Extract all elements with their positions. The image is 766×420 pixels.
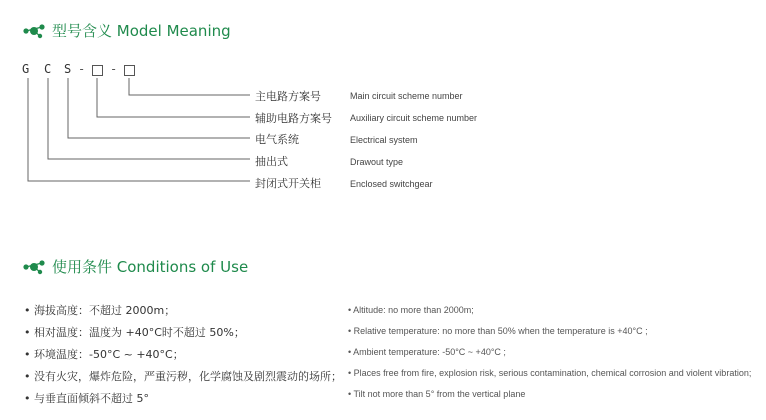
label-en-electrical-system: Electrical system xyxy=(350,135,418,145)
label-en-auxiliary-circuit: Auxiliary circuit scheme number xyxy=(350,113,478,123)
condition-cn-relative-temperature: • 相对温度：温度为 +40°C时不超过 50%； xyxy=(24,326,245,339)
label-cn-drawout-type: 抽出式 xyxy=(255,155,288,168)
condition-cn-ambient-temperature: • 环境温度：-50°C ~ +40°C； xyxy=(24,348,184,361)
label-en-main-circuit: Main circuit scheme number xyxy=(350,91,463,101)
condition-en-ambient-temperature: • Ambient temperature: -50°C ~ +40°C ; xyxy=(348,347,506,357)
condition-cn-tilt: • 与垂直面倾斜不超过 5° xyxy=(24,392,149,405)
condition-en-tilt: • Tilt not more than 5° from the vertical plane xyxy=(348,389,526,399)
condition-cn-place: • 没有火灾，爆炸危险，严重污秽，化学腐蚀及剧烈震动的场所； xyxy=(24,370,342,383)
label-cn-auxiliary-circuit: 辅助电路方案号 xyxy=(255,112,332,125)
conditions-title: 使用条件 Conditions of Use xyxy=(52,258,249,276)
label-cn-electrical-system: 电气系统 xyxy=(255,133,299,146)
code-separator: - xyxy=(78,62,86,76)
code-separator: - xyxy=(110,62,118,76)
label-cn-main-circuit: 主电路方案号 xyxy=(255,90,321,103)
condition-en-altitude: • Altitude: no more than 2000m; xyxy=(348,305,474,315)
label-en-drawout-type: Drawout type xyxy=(350,157,404,167)
label-en-enclosed-switchgear: Enclosed switchgear xyxy=(350,179,433,189)
condition-cn-altitude: • 海拔高度：不超过 2000m； xyxy=(24,304,176,317)
code-letter-c: C xyxy=(44,62,52,76)
condition-en-relative-temperature: • Relative temperature: no more than 50% when the temperature is +40°C ; xyxy=(348,326,648,336)
model-meaning-title: 型号含义 Model Meaning xyxy=(52,22,231,40)
code-letter-s: S xyxy=(64,62,72,76)
molecule-icon xyxy=(22,259,46,275)
label-cn-enclosed-switchgear: 封闭式开关柜 xyxy=(255,177,321,190)
condition-en-place: • Places free from fire, explosion risk, serious contamination, chemical corrosion and violent vibration; xyxy=(348,368,752,378)
conditions-heading xyxy=(22,256,248,277)
code-letter-g: G xyxy=(22,62,30,76)
